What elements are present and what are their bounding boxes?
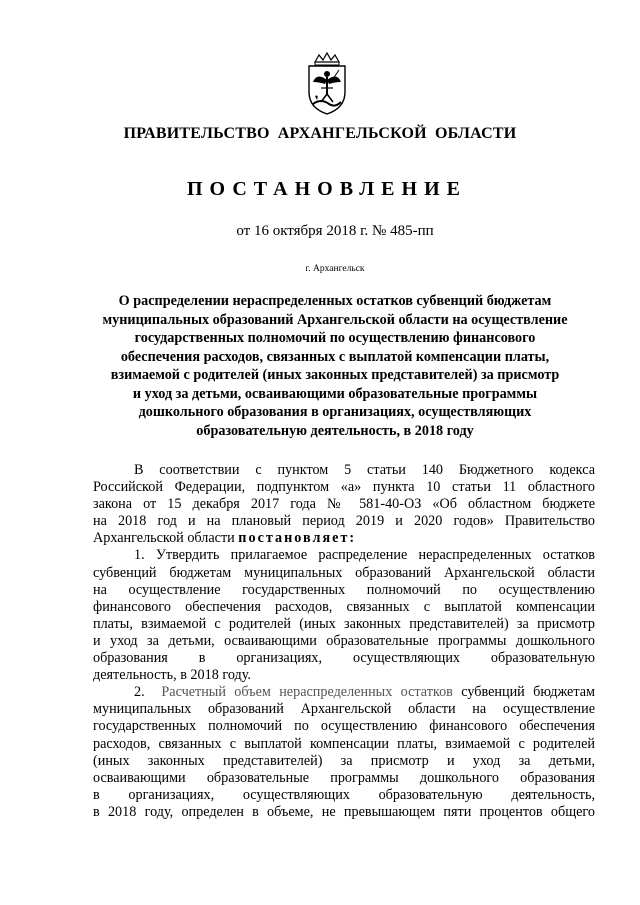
preamble-line: на 2018 год и на плановый период 2019 и 2020 годов» Правительство bbox=[93, 513, 595, 530]
item-2-faint-text: Расчетный объем нераспределенных остатков bbox=[161, 684, 453, 701]
item-1-line: и уход за детьми, осваивающими образовательные программы дошкольного bbox=[93, 632, 595, 649]
item-1-line: финансового обеспечения расходов, связанных с выплатой компенсации bbox=[93, 598, 595, 615]
title-line: дошкольного образования в организациях, осуществляющих bbox=[138, 404, 532, 420]
item-2-number: 2. bbox=[134, 684, 145, 701]
preamble-line: В соответствии с пунктом 5 статьи 140 Бюджетного кодекса bbox=[134, 462, 595, 478]
preamble-last-prefix: Архангельской области bbox=[93, 530, 239, 547]
resolves-keyword: постановляет: bbox=[238, 530, 357, 547]
organization-name: ПРАВИТЕЛЬСТВО АРХАНГЕЛЬСКОЙ ОБЛАСТИ bbox=[123, 125, 517, 142]
item-2-line: осваивающими образовательные программы дошкольного образования bbox=[93, 769, 595, 786]
item-1-line: субвенций бюджетам муниципальных образований Архангельской области bbox=[93, 564, 595, 581]
title-line: образовательную деятельность, в 2018 году bbox=[196, 422, 474, 439]
item-1-last-line: деятельность, в 2018 году. bbox=[93, 667, 251, 684]
preamble-last-line bbox=[93, 530, 595, 547]
item-1-first-line: 1. Утвердить прилагаемое распределение нераспределенных остатков bbox=[134, 547, 595, 564]
item-2-line: (иных законных представителей) за присмотр и уход за детьми, bbox=[93, 752, 595, 769]
document-type: ПОСТАНОВЛЕНИЕ bbox=[187, 178, 467, 200]
document-date-number: от 16 октября 2018 г. № 485-пп bbox=[236, 223, 434, 239]
arkhangelsk-coat-of-arms-icon bbox=[303, 52, 351, 116]
document-title bbox=[95, 292, 575, 440]
item-2-line: расходов, связанных с выплатой компенсации платы, взимаемой с родителей bbox=[93, 735, 595, 752]
preamble-line: закона от 15 декабря 2017 года № 581-40-ОЗ «Об областном бюджете bbox=[93, 496, 595, 513]
item-2-line: в 2018 году, определен в объеме, не превышающем пяти процентов общего bbox=[93, 803, 595, 820]
preamble-line: Российской Федерации, подпунктом «а» пункта 10 статьи 11 областного bbox=[93, 479, 595, 496]
item-2-line: муниципальных образований Архангельской области на осуществление bbox=[93, 701, 595, 718]
document-body bbox=[93, 462, 595, 821]
item-2-line: государственных полномочий по осуществлению финансового обеспечения bbox=[93, 718, 595, 735]
item-1-line: образования в организациях, осуществляющих образовательную bbox=[93, 650, 595, 667]
item-2-first-rest: субвенций бюджетам bbox=[461, 684, 596, 701]
item-2-line: в организациях, осуществляющих образовательную деятельность, bbox=[93, 786, 595, 803]
title-line: обеспечения расходов, связанных с выплатой компенсации платы, bbox=[120, 348, 550, 365]
title-line: взимаемой с родителей (иных законных представителей) за присмотр bbox=[110, 367, 560, 383]
title-line: О распределении нераспределенных остатков субвенций бюджетам bbox=[118, 293, 552, 309]
item-2-first-line bbox=[93, 684, 595, 701]
document-city: г. Архангельск bbox=[305, 264, 365, 274]
item-1-line: на осуществление государственных полномочий по осуществлению bbox=[93, 581, 595, 598]
title-line: и уход за детьми, осваивающими образовательные программы bbox=[132, 385, 538, 402]
title-line: муниципальных образований Архангельской области на осуществление bbox=[102, 311, 568, 328]
title-line: государственных полномочий по осуществлению финансового bbox=[134, 330, 536, 346]
item-1-line: платы, взимаемой с родителей (иных законных представителей) за присмотр bbox=[93, 615, 595, 632]
